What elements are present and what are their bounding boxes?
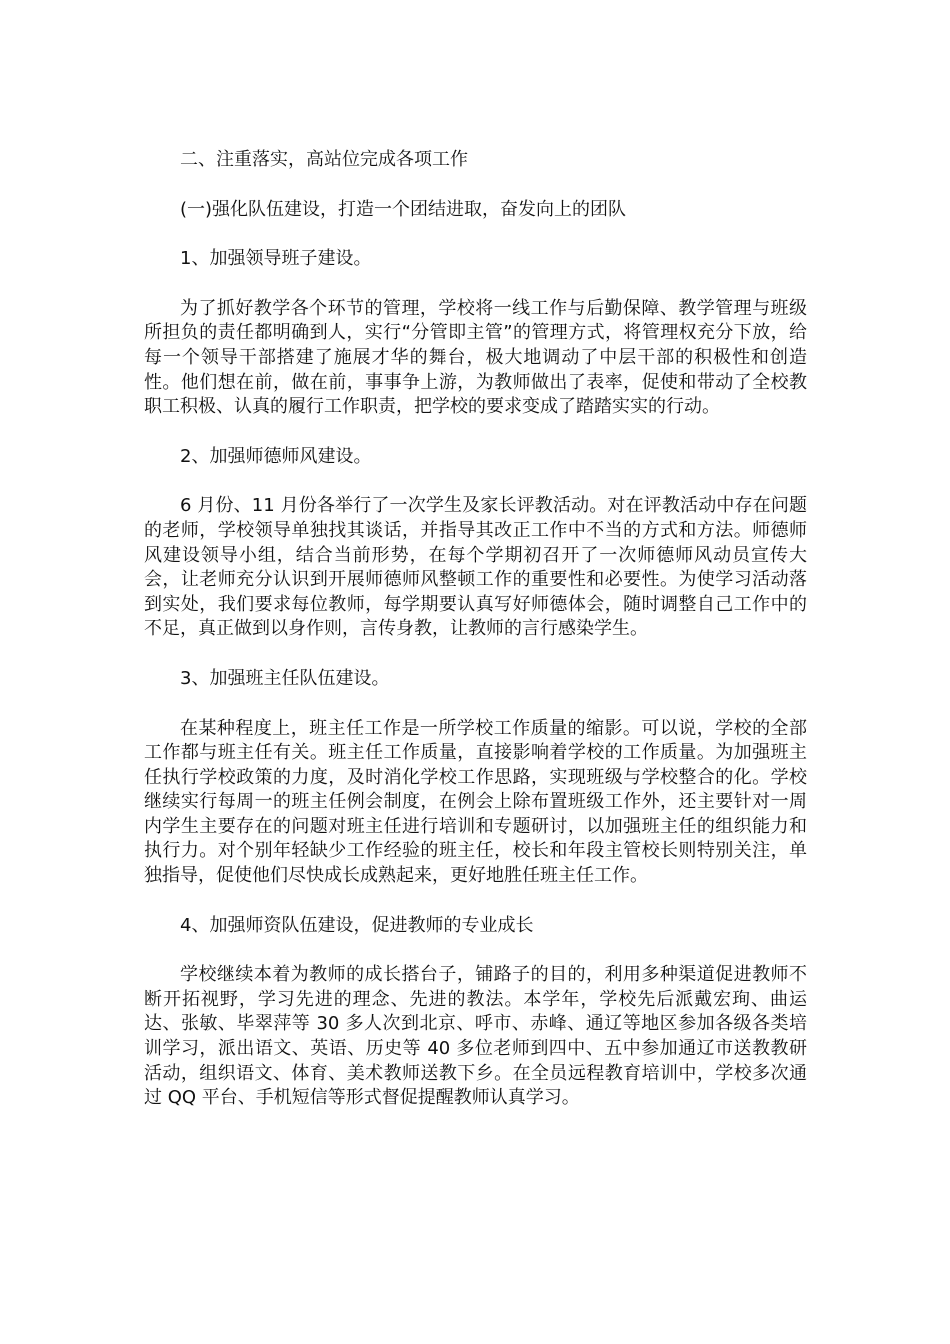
item-3-body: 在某种程度上，班主任工作是一所学校工作质量的缩影。可以说，学校的全部工作都与班主任有关。班主任工作质量，直接影响着学校的工作质量。为加强班主任执行学校政策的力度，及时消化学校工作思路，实现班级与学校整合的化。学校继续实行每周一的班主任例会制度，在例会上除布置班级工作外，还主要针对一周内学生主要存在的问题对班主任进行培训和专题研讨，以加强班主任的组织能力和执行力。对个别年轻缺少工作经验的班主任，校长和年段主管校长则特别关注，单独指导，促使他们尽快成长成熟起来，更好地胜任班主任工作。 [144,717,807,887]
item-4-body: 学校继续本着为教师的成长搭台子，铺路子的目的，利用多种渠道促进教师不断开拓视野，学习先进的理念、先进的教法。本学年，学校先后派戴宏珣、曲运达、张敏、毕翠萍等 30 多人次到北京、呼市、赤峰、通辽等地区参加各级各类培训学习，派出语文、英语、历史等 40 多位老师到四中、五中参加通辽市送教教研活动，组织语文、体育、美术教师送教下乡。在全员远程教育培训中，学校多次通过 QQ 平台、手机短信等形式督促提醒教师认真学习。 [144,964,807,1109]
item-1-heading: 1、加强领导班子建设。 [180,248,372,270]
item-3-heading: 3、加强班主任队伍建设。 [180,667,390,689]
item-2-body: 6 月份、11 月份各举行了一次学生及家长评教活动。对在评教活动中存在问题的老师，学校领导单独找其谈话，并指导其改正工作中不当的方式和方法。师德师风建设领导小组，结合当前形势，在每个学期初召开了一次师德师风动员宣传大会，让老师充分认识到开展师德师风整顿工作的重要性和必要性。为使学习活动落到实处，我们要求每位教师，每学期要认真写好师德体会，随时调整自己工作中的不足，真正做到以身作则，言传身教，让教师的言行感染学生。 [144,495,807,640]
document-page [144,148,807,1111]
section-heading: 二、注重落实，高站位完成各项工作 [180,149,468,170]
item-1-body: 为了抓好教学各个环节的管理，学校将一线工作与后勤保障、教学管理与班级所担负的责任都明确到人，实行“分管即主管”的管理方式，将管理权充分下放，给每一个领导干部搭建了施展才华的舞台，极大地调动了中层干部的积极性和创造性。他们想在前，做在前，事事争上游，为教师做出了表率，促使和带动了全校教职工积极、认真的履行工作职责，把学校的要求变成了踏踏实实的行动。 [144,297,807,418]
item-2-heading: 2、加强师德师风建设。 [180,445,372,467]
item-4-heading: 4、加强师资队伍建设，促进教师的专业成长 [180,914,534,936]
sub-heading: (一)强化队伍建设，打造一个团结进取，奋发向上的团队 [180,198,627,220]
